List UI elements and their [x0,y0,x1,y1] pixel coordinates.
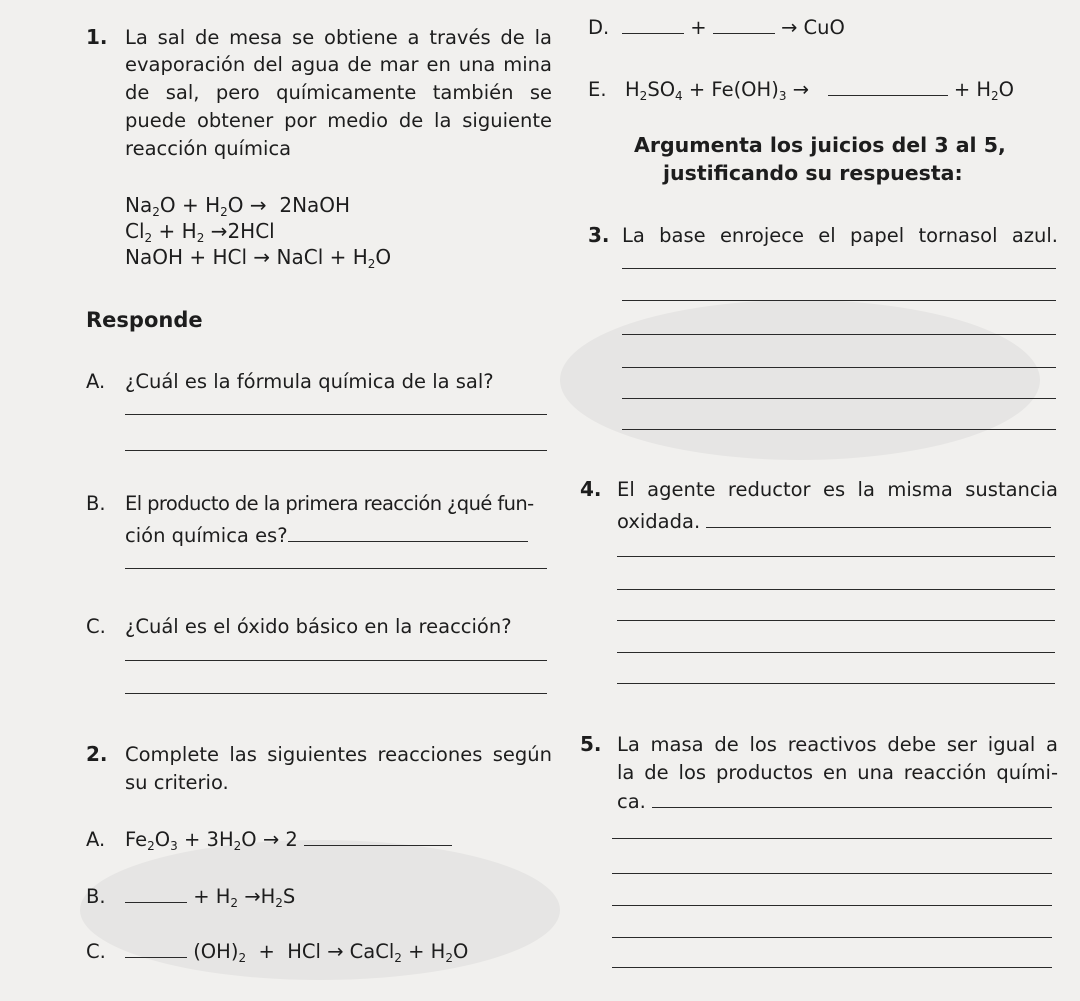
q2d-letter: D. [588,16,610,39]
q3-statement: La base enrojece el papel tornasol azul. [622,224,1058,247]
q3-number: 3. [588,223,610,247]
q4-statement-line1: El agente reductor es la misma sustancia [617,478,1058,501]
answer-line[interactable] [617,683,1055,684]
answer-line[interactable] [125,414,547,415]
q2c-reaction: $(OH)_2$ + HCl → CaCl$_2$ + $H_2O$ [125,938,468,965]
answer-line[interactable] [612,873,1052,874]
item-b-question-line2: ción química es? [125,522,528,549]
answer-line[interactable] [125,660,547,661]
answer-line[interactable] [612,967,1052,968]
q2b-reaction: + $H_2 \to H_2S$ [125,883,295,910]
q1-text-line: reacción química [125,137,292,160]
q2e-reaction: $H_2SO_4 + Fe(OH)_3$ → + $H_2O$ [625,78,1015,103]
answer-blank[interactable] [622,15,684,34]
q4-number: 4. [580,477,602,501]
q1-text-line: puede obtener por medio de la siguiente [125,109,552,132]
answer-line[interactable] [617,620,1055,621]
q5-statement-line3: ca. [617,788,1052,815]
argumenta-heading-line1: Argumenta los juicios del 3 al 5, [634,133,1006,157]
answer-blank[interactable] [652,789,1052,808]
item-b-question-line1: El producto de la primera reacción ¿qué fun- [125,492,534,515]
answer-line[interactable] [622,268,1056,269]
q2d-reaction: + → CuO [622,14,845,41]
q4-statement-line2: oxidada. [617,508,1051,535]
answer-line[interactable] [125,450,547,451]
item-b-letter: B. [86,492,106,515]
answer-line[interactable] [125,568,547,569]
q2c-letter: C. [86,940,106,963]
q5-statement-line1: La masa de los reactivos debe ser igual a [617,733,1058,756]
answer-line[interactable] [617,589,1055,590]
q2a-reaction: $Fe_2O_3 + 3H_2O \to 2$ [125,826,452,853]
q1-text-line: de sal, pero químicamente también se [125,81,552,104]
answer-line[interactable] [612,905,1052,906]
q5-number: 5. [580,732,602,756]
q2-text-line2: su criterio. [125,771,229,794]
answer-blank[interactable] [288,523,528,542]
q5-statement-line2: la de los productos en una reacción quími- [617,761,1058,784]
answer-blank[interactable] [706,509,1051,528]
item-c-question: ¿Cuál es el óxido básico en la reacción? [125,615,512,638]
answer-line[interactable] [622,334,1056,335]
q2e-letter: E. [588,78,607,101]
reaction-1: $Na_2O + H_2O$ → 2NaOH [125,193,351,219]
answer-line[interactable] [622,398,1056,399]
answer-line[interactable] [612,937,1052,938]
q1-text-line: La sal de mesa se obtiene a través de la [125,26,552,49]
item-c-letter: C. [86,615,106,638]
q2-number: 2. [86,742,108,766]
reaction-3: NaOH + HCl → NaCl + $H_2O$ [125,245,392,271]
answer-line[interactable] [617,556,1055,557]
answer-blank[interactable] [125,884,187,903]
answer-line[interactable] [612,838,1052,839]
q2a-letter: A. [86,828,106,851]
argumenta-heading-line2: justificando su respuesta: [663,161,963,185]
responde-heading: Responde [86,308,203,332]
reaction-2: $Cl_2 + H_2 \to 2HCl$ [125,219,275,245]
q1-number: 1. [86,25,108,49]
q1-text-line: evaporación del agua de mar en una mina [125,53,552,76]
answer-line[interactable] [622,300,1056,301]
answer-line[interactable] [622,367,1056,368]
answer-blank[interactable] [125,939,187,958]
answer-line[interactable] [617,652,1055,653]
answer-line[interactable] [125,693,547,694]
item-a-question: ¿Cuál es la fórmula química de la sal? [125,370,494,393]
answer-blank[interactable] [828,77,948,96]
q2b-letter: B. [86,885,106,908]
answer-blank[interactable] [713,15,775,34]
background-smudge [560,300,1040,460]
item-a-letter: A. [86,370,106,393]
q2-text-line1: Complete las siguientes reacciones según [125,743,552,766]
answer-line[interactable] [622,429,1056,430]
answer-blank[interactable] [304,827,452,846]
